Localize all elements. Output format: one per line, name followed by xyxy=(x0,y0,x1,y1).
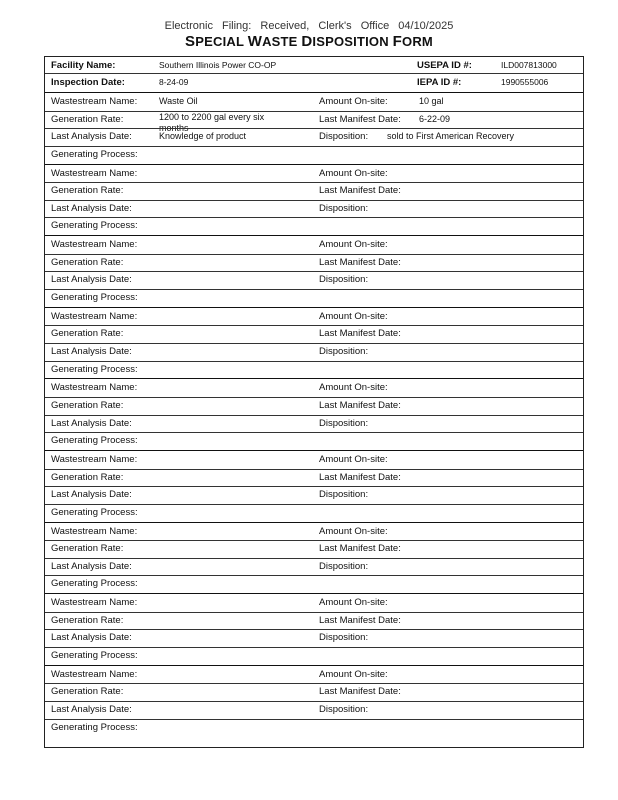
generating-process-label: Generating Process: xyxy=(51,220,138,232)
wastestream-row xyxy=(45,647,583,664)
wastestream-row xyxy=(45,343,583,360)
amount-label: Amount On-site: xyxy=(319,382,388,394)
last-manifest-label: Last Manifest Date: xyxy=(319,256,401,268)
wastestream-label: Wastestream Name: xyxy=(51,96,138,107)
last-manifest-value: 6-22-09 xyxy=(419,113,451,124)
wastestream-label: Wastestream Name: xyxy=(51,454,138,465)
wastestream-row xyxy=(45,432,583,449)
generation-rate-label: Generation Rate: xyxy=(51,328,124,340)
wastestream-label: Wastestream Name: xyxy=(51,525,138,537)
inspection-row xyxy=(45,74,583,91)
generation-rate-label: Generation Rate: xyxy=(51,471,124,483)
amount-value: 10 gal xyxy=(419,96,444,106)
wastestream-row xyxy=(45,612,583,629)
wastestream-row xyxy=(45,575,583,592)
usepa-label: USEPA ID #: xyxy=(417,60,472,71)
wastestream-row xyxy=(45,308,583,325)
wastestream-row xyxy=(45,165,583,182)
iepa-label: IEPA ID #: xyxy=(417,77,462,88)
generation-rate-label: Generation Rate: xyxy=(51,113,124,125)
last-manifest-label: Last Manifest Date: xyxy=(319,614,401,626)
last-analysis-value: Knowledge of product xyxy=(159,131,247,142)
last-analysis-label: Last Analysis Date: xyxy=(51,704,132,715)
inspection-label: Inspection Date: xyxy=(51,77,125,88)
last-analysis-label: Last Analysis Date: xyxy=(51,417,132,429)
last-manifest-label: Last Manifest Date: xyxy=(319,543,401,555)
generation-rate-value: 1200 to 2200 gal every six months xyxy=(159,111,265,133)
generation-rate-label: Generation Rate: xyxy=(51,543,124,555)
last-analysis-label: Last Analysis Date: xyxy=(51,560,132,572)
wastestream-row xyxy=(45,182,583,199)
amount-label: Amount On-site: xyxy=(319,310,388,322)
wastestream-label: Wastestream Name: xyxy=(51,668,138,680)
last-manifest-label: Last Manifest Date: xyxy=(319,686,401,698)
wastestream-row xyxy=(45,93,583,110)
disposition-label: Disposition: xyxy=(319,131,369,143)
generating-process-label: Generating Process: xyxy=(51,578,138,590)
wastestream-row xyxy=(45,146,583,163)
wastestream-row xyxy=(45,683,583,700)
last-analysis-label: Last Analysis Date: xyxy=(51,346,132,357)
generating-process-label: Generating Process: xyxy=(51,721,138,733)
generating-process-label: Generating Process: xyxy=(51,506,138,518)
filing-stamp: Electronic Filing: Received, Clerk's Office 04/10/2025 xyxy=(164,20,454,32)
wastestream-row xyxy=(45,504,583,521)
amount-label: Amount On-site: xyxy=(319,454,388,465)
disposition-label: Disposition: xyxy=(319,704,369,715)
disposition-label: Disposition: xyxy=(319,417,369,429)
wastestream-row xyxy=(45,666,583,683)
generation-rate-label: Generation Rate: xyxy=(51,185,124,197)
form-title: SPECIAL WASTE DISPOSITION FORM xyxy=(185,33,433,50)
wastestream-row xyxy=(45,271,583,288)
last-analysis-label: Last Analysis Date: xyxy=(51,274,132,286)
facility-row xyxy=(45,57,583,74)
wastestream-row xyxy=(45,111,583,133)
wastestream-row xyxy=(45,451,583,468)
wastestream-label: Wastestream Name: xyxy=(51,239,138,251)
generating-process-label: Generating Process: xyxy=(51,650,138,661)
generation-rate-label: Generation Rate: xyxy=(51,256,124,268)
last-manifest-label: Last Manifest Date: xyxy=(319,328,401,340)
disposition-label: Disposition: xyxy=(319,202,369,214)
disposition-label: Disposition: xyxy=(319,560,369,572)
last-analysis-label: Last Analysis Date: xyxy=(51,202,132,214)
usepa-value: ILD007813000 xyxy=(501,60,557,70)
wastestream-row xyxy=(45,236,583,253)
last-analysis-label: Last Analysis Date: xyxy=(51,632,132,644)
wastestream-row xyxy=(45,217,583,234)
last-analysis-label: Last Analysis Date: xyxy=(51,489,132,501)
generating-process-label: Generating Process: xyxy=(51,435,138,447)
disposition-label: Disposition: xyxy=(319,274,369,286)
wastestream-label: Wastestream Name: xyxy=(51,382,138,394)
inspection-value: 8-24-09 xyxy=(159,77,189,87)
wastestream-row xyxy=(45,397,583,414)
amount-label: Amount On-site: xyxy=(319,239,388,251)
wastestream-label: Wastestream Name: xyxy=(51,167,138,179)
generation-rate-label: Generation Rate: xyxy=(51,400,124,411)
generating-process-label: Generating Process: xyxy=(51,292,138,303)
amount-label: Amount On-site: xyxy=(319,597,388,609)
iepa-value: 1990555006 xyxy=(501,77,549,87)
wastestream-row xyxy=(45,469,583,486)
wastestream-row xyxy=(45,523,583,540)
amount-label: Amount On-site: xyxy=(319,167,388,179)
last-manifest-label: Last Manifest Date: xyxy=(319,400,401,411)
wastestream-row xyxy=(45,629,583,646)
disposition-form xyxy=(44,56,584,748)
wastestream-row xyxy=(45,200,583,217)
facility-label: Facility Name: xyxy=(51,60,116,71)
generating-process-label: Generating Process: xyxy=(51,363,138,375)
generation-rate-label: Generation Rate: xyxy=(51,614,124,626)
generating-process-label: Generating Process: xyxy=(51,148,138,160)
wastestream-label: Wastestream Name: xyxy=(51,310,138,322)
wastestream-value: Waste Oil xyxy=(159,96,198,106)
wastestream-row xyxy=(45,254,583,271)
wastestream-label: Wastestream Name: xyxy=(51,597,138,609)
wastestream-row xyxy=(45,379,583,396)
last-manifest-label: Last Manifest Date: xyxy=(319,471,401,483)
wastestream-row xyxy=(45,415,583,432)
last-manifest-label: Last Manifest Date: xyxy=(319,185,401,197)
amount-label: Amount On-site: xyxy=(319,96,388,107)
disposition-label: Disposition: xyxy=(319,632,369,644)
generation-rate-label: Generation Rate: xyxy=(51,686,124,698)
wastestream-row xyxy=(45,594,583,611)
wastestream-row xyxy=(45,325,583,342)
disposition-label: Disposition: xyxy=(319,489,369,501)
wastestream-row xyxy=(45,540,583,557)
disposition-value: sold to First American Recovery xyxy=(387,131,515,142)
wastestream-row xyxy=(45,701,583,718)
wastestream-row xyxy=(45,289,583,306)
amount-label: Amount On-site: xyxy=(319,525,388,537)
amount-label: Amount On-site: xyxy=(319,668,388,680)
wastestream-row xyxy=(45,361,583,378)
last-analysis-label: Last Analysis Date: xyxy=(51,131,132,143)
disposition-label: Disposition: xyxy=(319,346,369,357)
facility-value: Southern Illinois Power CO-OP xyxy=(159,60,277,70)
wastestream-row xyxy=(45,719,583,736)
wastestream-row xyxy=(45,486,583,503)
wastestream-row xyxy=(45,128,583,145)
wastestream-row xyxy=(45,558,583,575)
last-manifest-label: Last Manifest Date: xyxy=(319,113,401,125)
